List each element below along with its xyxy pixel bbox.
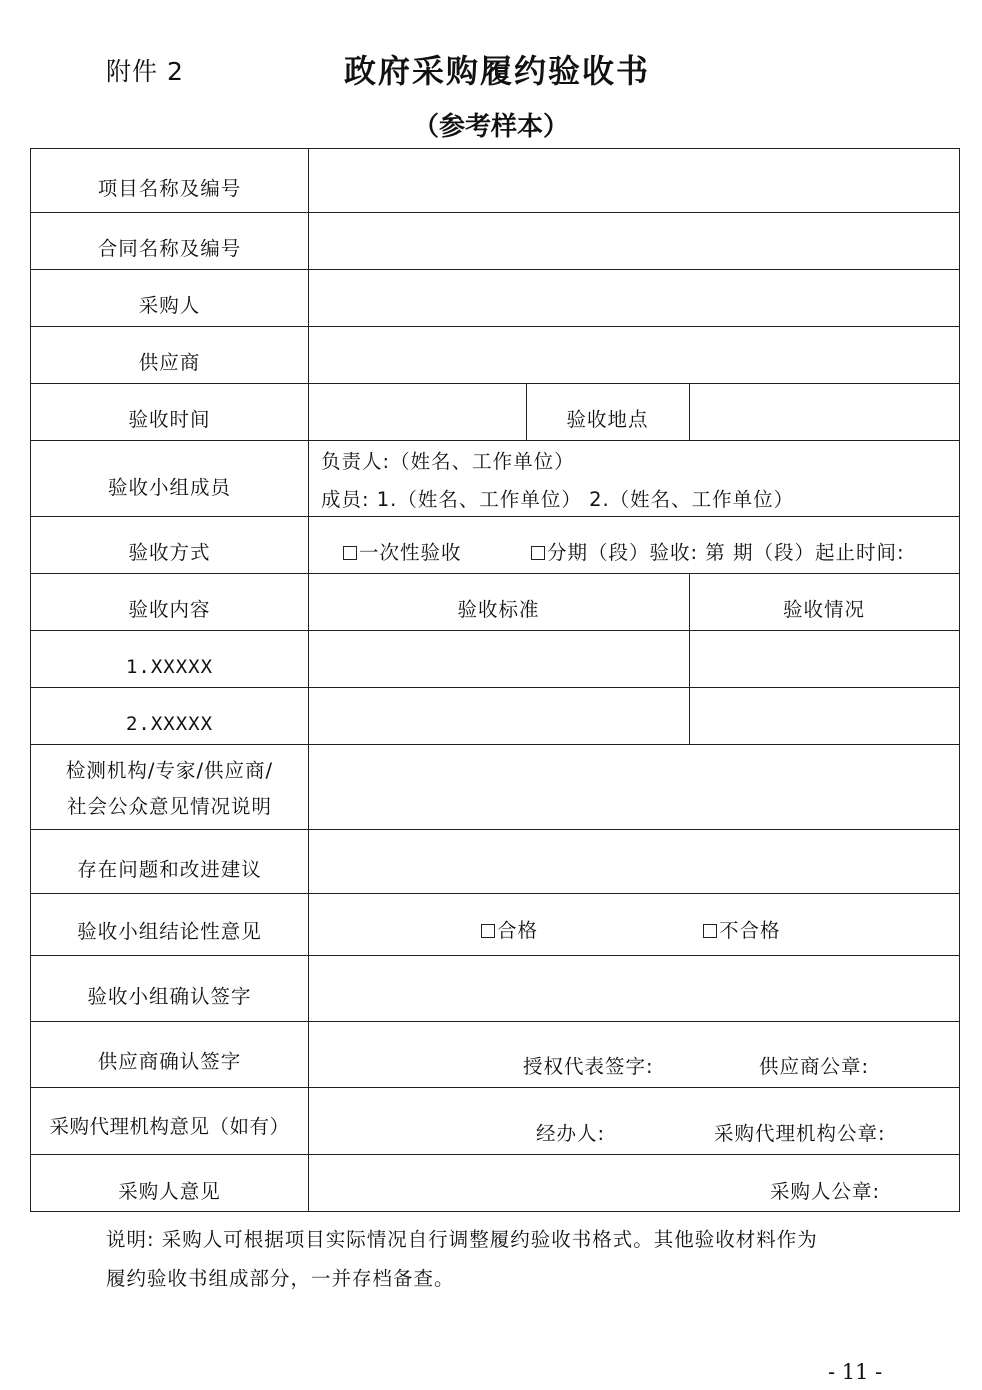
document-subtitle: （参考样本） (412, 112, 569, 142)
method-label: 验收方式 (128, 541, 211, 564)
row-divider (31, 1087, 959, 1088)
row-divider (31, 687, 959, 688)
opinion-label-line1: 检测机构/专家/供应商/ (65, 759, 274, 782)
attachment-label: 附件 2 (106, 57, 184, 86)
conclusion-fail-option[interactable]: 不合格 (703, 921, 781, 941)
page-number: - 11 - (828, 1360, 883, 1384)
agency-opinion-label: 采购代理机构意见（如有） (49, 1115, 290, 1138)
document-title: 政府采购履约验收书 (343, 52, 650, 90)
supplier-label: 供应商 (138, 351, 201, 374)
row-divider (31, 383, 959, 384)
row-divider (31, 1154, 959, 1155)
authorized-rep-sign: 授权代表签字: (523, 1055, 654, 1078)
acceptance-time-label: 验收时间 (128, 408, 211, 431)
note-line-1: 说明: 采购人可根据项目实际情况自行调整履约验收书格式。其他验收材料作为 (106, 1228, 818, 1251)
item-1-label: 1.XXXXX (125, 656, 214, 678)
handler-sign: 经办人: (536, 1122, 606, 1145)
supplier-sign-label: 供应商确认签字 (97, 1050, 242, 1073)
checkbox-icon[interactable] (531, 546, 545, 560)
row-divider (31, 893, 959, 894)
note-line-2: 履约验收书组成部分，一并存档备查。 (106, 1267, 455, 1290)
contract-name-label: 合同名称及编号 (97, 237, 242, 260)
team-leader-text: 负责人:（姓名、工作单位） (321, 450, 575, 473)
row-divider (31, 1021, 959, 1022)
checkbox-icon[interactable] (481, 924, 495, 938)
column-divider (308, 149, 309, 1211)
row-divider (31, 212, 959, 213)
team-members-label: 验收小组成员 (107, 476, 231, 499)
purchaser-seal: 采购人公章: (770, 1180, 881, 1203)
purchaser-opinion-label: 采购人意见 (118, 1180, 221, 1203)
opinion-label-line2: 社会公众意见情况说明 (66, 795, 272, 818)
row-divider (31, 829, 959, 830)
team-sign-label: 验收小组确认签字 (87, 985, 252, 1008)
row-divider (31, 630, 959, 631)
row-divider (31, 955, 959, 956)
agency-seal: 采购代理机构公章: (714, 1122, 886, 1145)
acceptance-form-table (30, 148, 960, 1212)
team-members-text: 成员: 1.（姓名、工作单位） 2.（姓名、工作单位） (321, 488, 795, 511)
item-2-label: 2.XXXXX (125, 713, 214, 735)
supplier-seal: 供应商公章: (759, 1055, 870, 1078)
column-divider (689, 573, 690, 744)
row-divider (31, 269, 959, 270)
checkbox-icon[interactable] (343, 546, 357, 560)
method-option-phased[interactable]: 分期（段）验收: 第 期（段）起止时间: (531, 543, 905, 563)
conclusion-label: 验收小组结论性意见 (77, 920, 262, 943)
standard-header: 验收标准 (457, 598, 540, 621)
row-divider (31, 440, 959, 441)
row-divider (31, 516, 959, 517)
acceptance-place-label: 验收地点 (566, 408, 649, 431)
project-name-label: 项目名称及编号 (97, 177, 242, 200)
purchaser-label: 采购人 (138, 294, 201, 317)
row-divider (31, 326, 959, 327)
method-option-once[interactable]: 一次性验收 (343, 543, 462, 563)
row-divider (31, 744, 959, 745)
column-divider (689, 383, 690, 440)
issues-label: 存在问题和改进建议 (77, 858, 262, 881)
situation-header: 验收情况 (782, 598, 865, 621)
checkbox-icon[interactable] (703, 924, 717, 938)
row-divider (31, 573, 959, 574)
content-label: 验收内容 (128, 598, 211, 621)
conclusion-pass-option[interactable]: 合格 (481, 921, 538, 941)
